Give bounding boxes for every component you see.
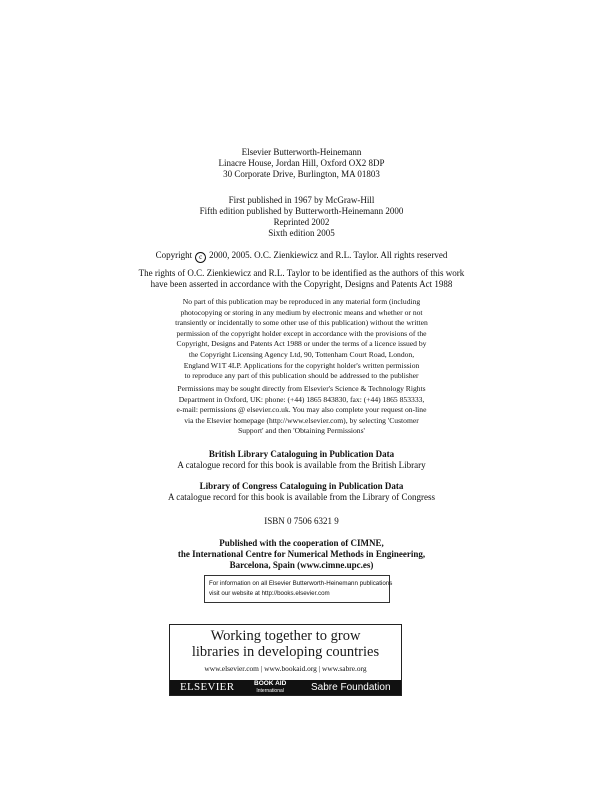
publisher-name: Elsevier Butterworth-Heinemann <box>241 147 362 157</box>
elsevier-logo: ELSEVIER <box>180 681 235 693</box>
permissions-line: e-mail: permissions @ elsevier.co.uk. You may also complete your request on-line <box>176 405 427 415</box>
publisher-address-line-1: Linacre House, Jordan Hill, Oxford OX2 8DP <box>218 158 385 168</box>
cimne-line: the International Centre for Numerical Methods in Engineering, <box>177 549 426 559</box>
cimne-line: Barcelona, Spain (www.cimne.upc.es) <box>229 560 374 570</box>
notice-line: photocopying or storing in any medium by electronic means and whether or not <box>180 307 423 317</box>
rights-line: The rights of O.C. Zienkiewicz and R.L. Taylor to be identified as the authors of this work <box>138 268 465 278</box>
copyright-symbol-icon: c <box>195 252 206 263</box>
notice-line: permission of the copyright holder except in accordance with the provisions of the <box>176 328 427 338</box>
banner-headline-2: libraries in developing countries <box>191 644 380 660</box>
copyright-text: 2000, 2005. O.C. Zienkiewicz and R.L. Taylor. All rights reserved <box>209 250 448 260</box>
isbn <box>0 516 603 527</box>
publisher-address-line-2: 30 Corporate Drive, Burlington, MA 01803 <box>223 169 380 179</box>
info-box-line: For information on all Elsevier Butterworth-Heinemann publications <box>209 580 393 587</box>
publication-history <box>0 195 603 239</box>
rights-line: have been asserted in accordance with the Copyright, Designs and Patents Act 1988 <box>150 279 453 289</box>
congress-heading: Library of Congress Cataloguing in Publication Data <box>199 481 404 491</box>
website-info-box <box>204 575 393 603</box>
permissions-notice <box>0 384 603 437</box>
book-aid-logo <box>254 681 286 696</box>
notice-line: Copyright, Designs and Patents Act 1988 or under the terms of a licence issued by <box>176 339 427 349</box>
banner-urls: www.elsevier.com | www.bookaid.org | www.sabre.org <box>204 664 367 673</box>
sabre-foundation-logo: Sabre Foundation <box>311 682 391 693</box>
history-line: Reprinted 2002 <box>273 217 330 227</box>
library-of-congress-cip <box>0 481 603 503</box>
libraries-banner <box>169 624 402 696</box>
banner-headline-1: Working together to grow <box>210 628 361 644</box>
history-line: Fifth edition published by Butterworth-Heinemann 2000 <box>199 206 404 216</box>
congress-text: A catalogue record for this book is available from the Library of Congress <box>168 492 435 502</box>
info-box-link[interactable]: visit our website at http://books.elsevier.com <box>209 589 330 597</box>
notice-line: No part of this publication may be reproduced in any material form (including <box>182 297 421 306</box>
book-aid-logo-title: BOOK AID <box>254 680 287 687</box>
copyright-statement <box>0 250 603 263</box>
book-aid-logo-sub: International <box>256 687 284 694</box>
history-line: Sixth edition 2005 <box>268 228 335 238</box>
british-library-cip <box>0 449 603 471</box>
cimne-line: Published with the cooperation of CIMNE, <box>219 538 384 548</box>
isbn-number: ISBN 0 7506 6321 9 <box>264 516 339 526</box>
moral-rights-statement <box>0 268 603 290</box>
british-library-text: A catalogue record for this book is available from the British Library <box>177 460 426 470</box>
permissions-line: Permissions may be sought directly from Elsevier's Science & Technology Rights <box>177 384 426 393</box>
copyright-prefix: Copyright <box>155 250 193 260</box>
notice-line: transiently or incidentally to some other use of this publication) without the written <box>175 318 428 328</box>
british-library-heading: British Library Cataloguing in Publication Data <box>208 449 395 459</box>
permissions-line: via the Elsevier homepage (http://www.elsevier.com), by selecting 'Customer <box>184 415 419 425</box>
permissions-line: Department in Oxford, UK: phone: (+44) 1865 843830, fax: (+44) 1865 853333, <box>178 394 425 404</box>
notice-line: to reproduce any part of this publication should be addressed to the publisher <box>184 371 419 381</box>
permissions-line: Support' and then 'Obtaining Permissions' <box>238 426 365 436</box>
reproduction-notice <box>0 297 603 382</box>
publisher-address <box>0 147 603 180</box>
notice-line: England W1T 4LP. Applications for the copyright holder's written permission <box>183 360 420 370</box>
history-line: First published in 1967 by McGraw-Hill <box>228 195 375 205</box>
notice-line: the Copyright Licensing Agency Ltd, 90, Tottenham Court Road, London, <box>188 349 415 359</box>
cimne-cooperation <box>0 538 603 571</box>
sponsor-logo-bar <box>170 680 401 695</box>
